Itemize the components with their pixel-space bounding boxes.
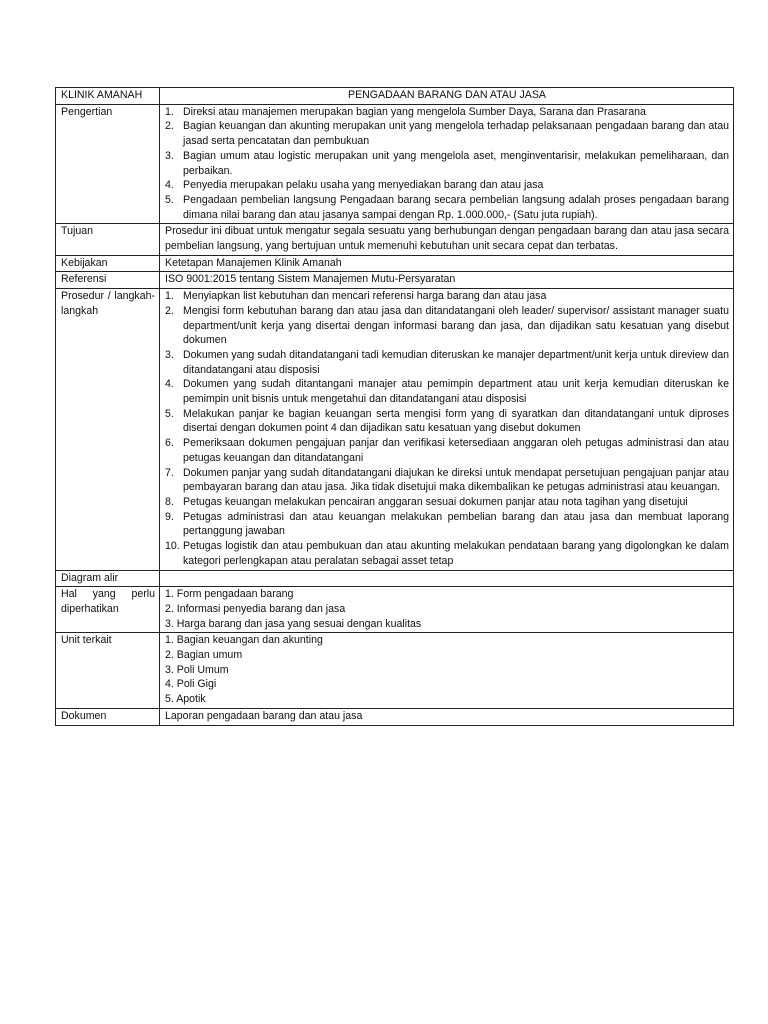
list-item-text: Bagian keuangan dan akunting merupakan unit yang mengelola terhadap pelaksanaan pengadaan barang dan atau jasad serta pencatatan dan pembukuan — [183, 120, 729, 148]
prosedur-content — [160, 289, 734, 570]
list-item: 4. Poli Gigi — [165, 678, 217, 691]
diagram-label: Diagram alir — [56, 570, 160, 587]
list-item-text: Penyedia merupakan pelaku usaha yang menyediakan barang dan atau jasa — [183, 179, 544, 192]
list-item-number: 3. — [165, 149, 174, 162]
list-item-number: 8. — [165, 495, 174, 508]
sop-table — [55, 87, 734, 726]
list-item-number: 10. — [165, 540, 180, 553]
list-item-text: Bagian umum atau logistic merupakan unit yang mengelola aset, menginventarisir, melakukan pemeliharaan, dan perbaikan. — [183, 149, 729, 177]
list-item-text: Direksi atau manajemen merupakan bagian yang mengelola Sumber Daya, Sarana dan Prasarana — [183, 105, 646, 118]
list-item-number: 7. — [165, 466, 174, 479]
kebijakan-label: Kebijakan — [56, 255, 160, 272]
list-item-text: Mengisi form kebutuhan barang dan atau jasa dan ditandatangani oleh leader/ supervisor/ assistant manager suatu department/unit kerja yang disertai dengan informasi barang dan jasa, dan dijadikan satu kesatuan yang disebut dokumen — [183, 304, 729, 347]
unit-label: Unit terkait — [56, 633, 160, 709]
list-item-text: Pengadaan pembelian langsung Pengadaan barang secara pembelian langsung adalah proses pengadaan barang dimana nilai barang dan atau jasanya sampai dengan Rp. 1.000.000,- (Satu juta rupiah). — [183, 193, 729, 221]
kebijakan-text: Ketetapan Manajemen Klinik Amanah — [160, 255, 734, 272]
list-item-number: 1. — [165, 105, 174, 118]
header-row — [56, 88, 734, 105]
list-item-number: 5. — [165, 407, 174, 420]
list-item-text: Menyiapkan list kebutuhan dan mencari referensi harga barang dan atau jasa — [183, 290, 547, 303]
list-item-text: Petugas keuangan melakukan pencairan anggaran sesuai dokumen panjar atau nota tagihan yang disetujui — [183, 495, 688, 508]
list-item-number: 4. — [165, 179, 174, 192]
pengertian-row — [56, 104, 734, 224]
list-item — [165, 304, 729, 348]
list-item: 3. Poli Umum — [165, 663, 229, 676]
list-item-number: 1. — [165, 290, 174, 303]
pengertian-content — [160, 104, 734, 224]
referensi-row — [56, 272, 734, 289]
diagram-content — [160, 570, 734, 587]
dokumen-label: Dokumen — [56, 708, 160, 725]
list-item: 1. Form pengadaan barang — [165, 588, 294, 601]
header-clinic-name: KLINIK AMANAH — [56, 88, 160, 105]
list-item — [165, 119, 729, 148]
list-item: 3. Harga barang dan jasa yang sesuai dengan kualitas — [165, 617, 422, 630]
hal-row — [56, 587, 734, 633]
unit-row — [56, 633, 734, 709]
list-item-text: Dokumen yang sudah ditantangani manajer atau pemimpin department atau unit kerja kemudian diteruskan ke pemimpin unit bisnis untuk mengetahui dan ditandatangani atau disposisi — [183, 378, 729, 406]
tujuan-label: Tujuan — [56, 224, 160, 255]
tujuan-row — [56, 224, 734, 255]
list-item-number: 9. — [165, 510, 174, 523]
list-item-text: Dokumen yang sudah ditandatangani tadi kemudian diteruskan ke manajer department/unit kerja untuk direview dan ditandatangani atau disposisi — [183, 348, 729, 376]
list-item: 1. Bagian keuangan dan akunting — [165, 634, 323, 647]
list-item — [165, 289, 729, 304]
pengertian-label: Pengertian — [56, 104, 160, 224]
unit-list — [165, 633, 729, 707]
list-item — [165, 407, 729, 436]
list-item-number: 2. — [165, 120, 174, 133]
list-item — [165, 436, 729, 465]
dokumen-row — [56, 708, 734, 725]
list-item — [165, 510, 729, 539]
list-item-text: Melakukan panjar ke bagian keuangan serta mengisi form yang di syaratkan dan ditandatangani untuk diproses disertai dengan dokumen point 4 dan dijadikan satu kesatuan yang disebut dokumen — [183, 407, 729, 435]
list-item-text: Petugas logistik dan atau pembukuan dan atau akunting melakukan pendataan barang yang digolongkan ke dalam kategori perlengkapan atau peralatan sebagai asset tetap — [183, 540, 729, 567]
dokumen-text: Laporan pengadaan barang dan atau jasa — [160, 708, 734, 725]
kebijakan-row — [56, 255, 734, 272]
list-item — [165, 466, 729, 495]
header-document-title: PENGADAAN BARANG DAN ATAU JASA — [160, 88, 734, 105]
prosedur-label: Prosedur / langkah-langkah — [56, 289, 160, 570]
referensi-label: Referensi — [56, 272, 160, 289]
pengertian-list — [165, 105, 729, 223]
list-item-text: Petugas administrasi dan atau keuangan melakukan pembelian barang dan atau jasa dan membuat laporang pertanggung jawaban — [183, 510, 729, 538]
hal-label: Hal yang perlu diperhatikan — [56, 587, 160, 633]
list-item — [165, 105, 729, 120]
referensi-text: ISO 9001:2015 tentang Sistem Manajemen Mutu-Persyaratan — [160, 272, 734, 289]
list-item-number: 4. — [165, 378, 174, 391]
list-item — [165, 539, 729, 568]
list-item — [165, 495, 729, 510]
diagram-row — [56, 570, 734, 587]
list-item-number: 3. — [165, 348, 174, 361]
list-item — [165, 348, 729, 377]
list-item-text: Pemeriksaan dokumen pengajuan panjar dan verifikasi ketersediaan anggaran oleh petugas administrasi dan atau petugas keuangan dan ditandatangani — [183, 437, 729, 464]
hal-list — [165, 587, 729, 631]
list-item — [165, 377, 729, 406]
unit-content — [160, 633, 734, 709]
list-item — [165, 178, 729, 193]
list-item-number: 5. — [165, 193, 174, 206]
list-item: 2. Informasi penyedia barang dan jasa — [165, 602, 346, 615]
prosedur-list — [165, 289, 729, 568]
list-item: 5. Apotik — [165, 693, 206, 706]
tujuan-text: Prosedur ini dibuat untuk mengatur segala sesuatu yang berhubungan dengan pengadaan barang dan atau jasa secara pembelian langsung, yang bertujuan untuk memenuhi kebutuhan unit secara cepat dan terbatas. — [160, 224, 734, 255]
prosedur-row — [56, 289, 734, 570]
hal-content — [160, 587, 734, 633]
list-item-number: 6. — [165, 437, 174, 450]
list-item: 2. Bagian umum — [165, 649, 243, 662]
list-item-number: 2. — [165, 304, 174, 317]
list-item — [165, 193, 729, 222]
list-item-text: Dokumen panjar yang sudah ditandatangani diajukan ke direksi untuk mendapat persetujuan pengajuan panjar atau pembayaran barang dan atau jasa. Jika tidak disetujui maka dikembalikan ke petugas administrasi atau keuangan. — [183, 466, 729, 494]
list-item — [165, 149, 729, 178]
